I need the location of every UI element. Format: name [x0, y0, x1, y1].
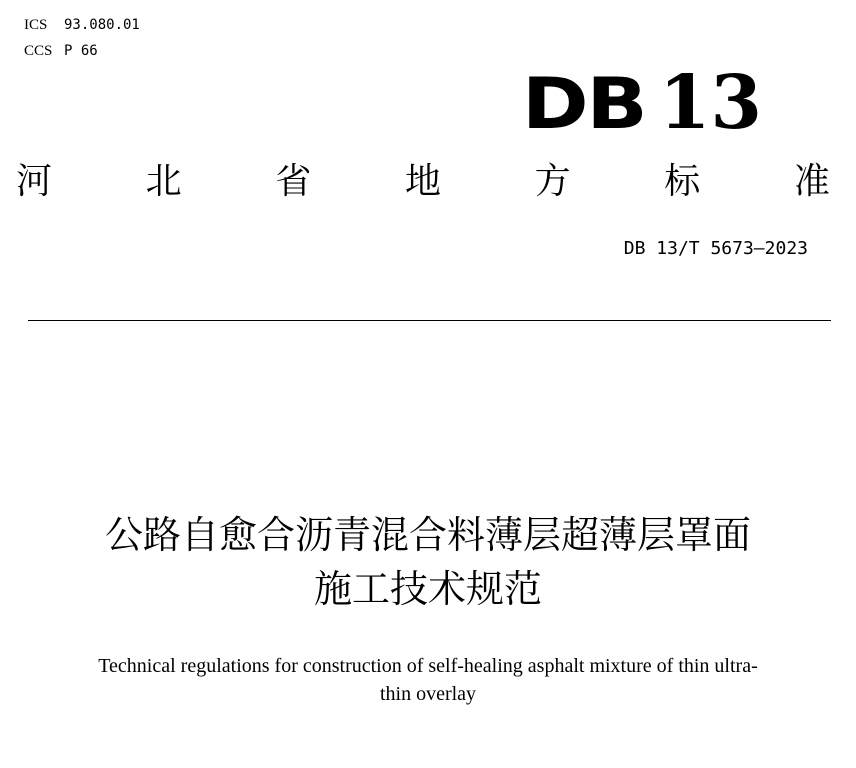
ccs-value: P 66: [64, 43, 98, 59]
document-title-en: [30, 652, 826, 708]
title-zh-line-1: 公路自愈合沥青混合料薄层超薄层罩面: [104, 513, 751, 557]
title-char: 河: [16, 161, 53, 202]
title-char: 标: [664, 161, 701, 202]
ccs-label: CCS: [24, 43, 53, 59]
title-en-line-2: thin overlay: [379, 683, 477, 705]
title-char: 方: [534, 161, 571, 202]
divider-line: [28, 320, 831, 321]
title-char: 地: [404, 161, 441, 202]
title-char: 省: [275, 161, 312, 202]
ics-label: ICS: [24, 17, 48, 33]
classification-codes: [24, 12, 140, 64]
title-char: 北: [145, 161, 182, 202]
standard-type-title: [16, 160, 830, 204]
ics-value: 93.080.01: [64, 17, 140, 33]
db-letters: DB: [521, 63, 646, 145]
standard-number: DB 13/T 5673—2023: [623, 238, 808, 259]
ccs-row: [24, 38, 140, 64]
title-char: 准: [793, 161, 830, 202]
db-number: 13: [659, 60, 762, 146]
title-zh-line-2: 施工技术规范: [313, 567, 542, 611]
title-en-line-1: Technical regulations for construction of self-healing asphalt mixture of thin ultra-: [98, 655, 758, 677]
ics-row: [24, 12, 140, 38]
db13-logo-mark: [521, 60, 762, 146]
document-title-zh: [0, 508, 856, 616]
